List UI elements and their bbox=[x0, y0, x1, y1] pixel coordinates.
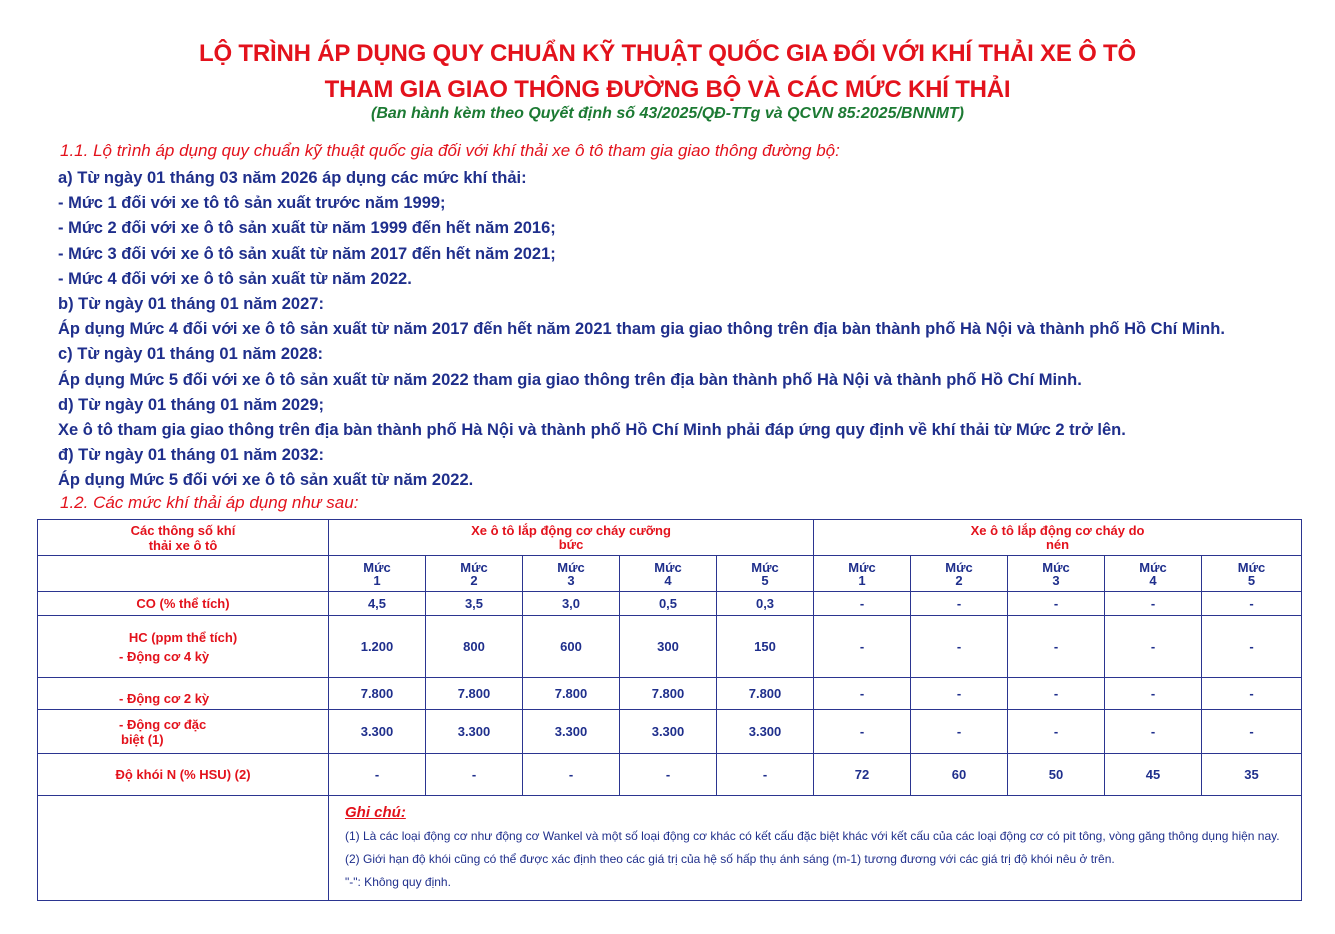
table-cell: 0,5 bbox=[620, 592, 717, 616]
table-cell: 60 bbox=[911, 753, 1008, 795]
table-cell: - bbox=[911, 678, 1008, 710]
table-cell: - bbox=[620, 753, 717, 795]
subtitle: (Ban hành kèm theo Quyết định số 43/2025/QĐ-TTg và QCVN 85:2025/BNNMT) bbox=[370, 105, 964, 122]
level-header-row bbox=[38, 556, 1302, 592]
table-cell: 35 bbox=[1202, 753, 1302, 795]
level-header: Mức 3 bbox=[1008, 556, 1105, 592]
roadmap-line: - Mức 4 đối với xe ô tô sản xuất từ năm 2022. bbox=[58, 269, 412, 288]
table-header-row bbox=[38, 520, 1302, 556]
roadmap-line: - Mức 3 đối với xe ô tô sản xuất từ năm 2017 đến hết năm 2021; bbox=[58, 244, 556, 263]
table-cell: 3,0 bbox=[523, 592, 620, 616]
row-label: CO (% thể tích) bbox=[38, 592, 329, 616]
table-cell: - bbox=[911, 710, 1008, 753]
roadmap-line: d) Từ ngày 01 tháng 01 năm 2029; bbox=[58, 395, 324, 414]
roadmap-line: Áp dụng Mức 5 đối với xe ô tô sản xuất từ năm 2022. bbox=[58, 471, 474, 490]
level-header: Mức 1 bbox=[814, 556, 911, 592]
level-header: Mức 5 bbox=[717, 556, 814, 592]
table-cell: 3.300 bbox=[329, 710, 426, 753]
table-cell: - bbox=[814, 592, 911, 616]
roadmap-line: Áp dụng Mức 4 đối với xe ô tô sản xuất từ năm 2017 đến hết năm 2021 tham gia giao thông trên địa bàn thành phố Hà Nội và thành phố Hồ Chí Minh. bbox=[58, 320, 1225, 339]
table-cell: - bbox=[1008, 710, 1105, 753]
level-header: Mức 2 bbox=[911, 556, 1008, 592]
level-header: Mức 5 bbox=[1202, 556, 1302, 592]
table-cell: - bbox=[717, 753, 814, 795]
note-line: (2) Giới hạn độ khói cũng có thể được xác định theo các giá trị của hệ số hấp thụ ánh sáng (m-1) tương đương với các giá trị độ khói nêu ở trên. bbox=[345, 851, 1115, 866]
table-cell: - bbox=[911, 592, 1008, 616]
table-cell: - bbox=[1105, 710, 1202, 753]
table-cell: 3.300 bbox=[620, 710, 717, 753]
level-header: Mức 4 bbox=[1105, 556, 1202, 592]
level-header: Mức 3 bbox=[523, 556, 620, 592]
table-cell: 300 bbox=[620, 616, 717, 678]
roadmap-line: - Mức 2 đối với xe ô tô sản xuất từ năm 1999 đến hết năm 2016; bbox=[58, 219, 556, 238]
param-header: Các thông số khí thải xe ô tô bbox=[38, 520, 329, 556]
row-label: HC (ppm thể tích) - Động cơ 4 kỳ bbox=[38, 616, 329, 678]
table-cell: 72 bbox=[814, 753, 911, 795]
emission-levels-table bbox=[37, 519, 1302, 901]
table-cell: 150 bbox=[717, 616, 814, 678]
note-line: (1) Là các loại động cơ như động cơ Wankel và một số loại động cơ khác có kết cấu đặc biệt khác với kết cấu của các loại động cơ có pit tông, vòng găng thông dụng hiện nay. bbox=[345, 828, 1280, 843]
section-2-heading: 1.2. Các mức khí thải áp dụng như sau: bbox=[60, 493, 359, 512]
group-header-spark-ignition: Xe ô tô lắp động cơ cháy cưỡng bức bbox=[329, 520, 814, 556]
table-cell: 1.200 bbox=[329, 616, 426, 678]
table-row-hc-2-stroke bbox=[38, 678, 1302, 710]
roadmap-line: a) Từ ngày 01 tháng 03 năm 2026 áp dụng các mức khí thải: bbox=[58, 169, 527, 187]
table-cell: - bbox=[1105, 616, 1202, 678]
table-cell: 3.300 bbox=[717, 710, 814, 753]
row-label: - Động cơ 2 kỳ bbox=[38, 678, 329, 710]
table-cell: - bbox=[1105, 678, 1202, 710]
table-cell: 3.300 bbox=[426, 710, 523, 753]
table-row-hc-special bbox=[38, 710, 1302, 753]
roadmap-line: Áp dụng Mức 5 đối với xe ô tô sản xuất từ năm 2022 tham gia giao thông trên địa bàn thành phố Hà Nội và thành phố Hồ Chí Minh. bbox=[58, 370, 1082, 389]
roadmap-line: Xe ô tô tham gia giao thông trên địa bàn thành phố Hà Nội và thành phố Hồ Chí Minh phải đáp ứng quy định về khí thải từ Mức 2 trở lên. bbox=[58, 420, 1126, 439]
table-cell: 45 bbox=[1105, 753, 1202, 795]
table-cell: - bbox=[1105, 592, 1202, 616]
table-cell: - bbox=[426, 753, 523, 795]
roadmap-line: b) Từ ngày 01 tháng 01 năm 2027: bbox=[58, 294, 324, 313]
table-cell: - bbox=[1008, 616, 1105, 678]
group-header-compression-ignition: Xe ô tô lắp động cơ cháy do nén bbox=[814, 520, 1302, 556]
table-cell: - bbox=[1202, 710, 1302, 753]
title-line-2: THAM GIA GIAO THÔNG ĐƯỜNG BỘ VÀ CÁC MỨC KHÍ THẢI bbox=[324, 76, 1011, 103]
table-cell: - bbox=[1202, 678, 1302, 710]
empty-cell bbox=[38, 795, 329, 900]
title-line-1: LỘ TRÌNH ÁP DỤNG QUY CHUẨN KỸ THUẬT QUỐC GIA ĐỐI VỚI KHÍ THẢI XE Ô TÔ bbox=[199, 40, 1136, 67]
table-cell: - bbox=[814, 710, 911, 753]
roadmap-list bbox=[58, 166, 1225, 493]
notes-cell bbox=[329, 795, 1302, 900]
table-cell: 7.800 bbox=[523, 678, 620, 710]
table-cell: - bbox=[1008, 592, 1105, 616]
table-cell: - bbox=[814, 678, 911, 710]
roadmap-line: c) Từ ngày 01 tháng 01 năm 2028: bbox=[58, 345, 324, 364]
level-header: Mức 2 bbox=[426, 556, 523, 592]
table-row-co bbox=[38, 592, 1302, 616]
notes-title: Ghi chú: bbox=[345, 803, 406, 821]
note-line: "-": Không quy định. bbox=[345, 874, 451, 889]
table-cell: 4,5 bbox=[329, 592, 426, 616]
section-1-heading: 1.1. Lộ trình áp dụng quy chuẩn kỹ thuật quốc gia đối với khí thải xe ô tô tham gia giao thông đường bộ: bbox=[60, 141, 840, 160]
table-row-hc-4-stroke bbox=[38, 616, 1302, 678]
table-cell: - bbox=[814, 616, 911, 678]
table-cell: 50 bbox=[1008, 753, 1105, 795]
table-cell: 3.300 bbox=[523, 710, 620, 753]
table-cell: - bbox=[329, 753, 426, 795]
notes-row bbox=[38, 795, 1302, 900]
table-cell: 7.800 bbox=[329, 678, 426, 710]
table-cell: 7.800 bbox=[717, 678, 814, 710]
row-label: - Động cơ đặc biệt (1) bbox=[38, 710, 329, 753]
roadmap-line: đ) Từ ngày 01 tháng 01 năm 2032: bbox=[58, 446, 324, 465]
roadmap-line: - Mức 1 đối với xe tô tô sản xuất trước năm 1999; bbox=[58, 194, 446, 213]
table-cell: 7.800 bbox=[426, 678, 523, 710]
level-header: Mức 1 bbox=[329, 556, 426, 592]
table-cell: - bbox=[1008, 678, 1105, 710]
table-cell: - bbox=[1202, 616, 1302, 678]
table-cell: 600 bbox=[523, 616, 620, 678]
table-cell: 7.800 bbox=[620, 678, 717, 710]
table-cell: - bbox=[1202, 592, 1302, 616]
level-header: Mức 4 bbox=[620, 556, 717, 592]
table-cell: - bbox=[911, 616, 1008, 678]
row-label: Độ khói N (% HSU) (2) bbox=[38, 753, 329, 795]
table-cell: 0,3 bbox=[717, 592, 814, 616]
table-cell: - bbox=[523, 753, 620, 795]
table-cell: 3,5 bbox=[426, 592, 523, 616]
table-row-smoke bbox=[38, 753, 1302, 795]
table-cell: 800 bbox=[426, 616, 523, 678]
empty-cell bbox=[38, 556, 329, 592]
